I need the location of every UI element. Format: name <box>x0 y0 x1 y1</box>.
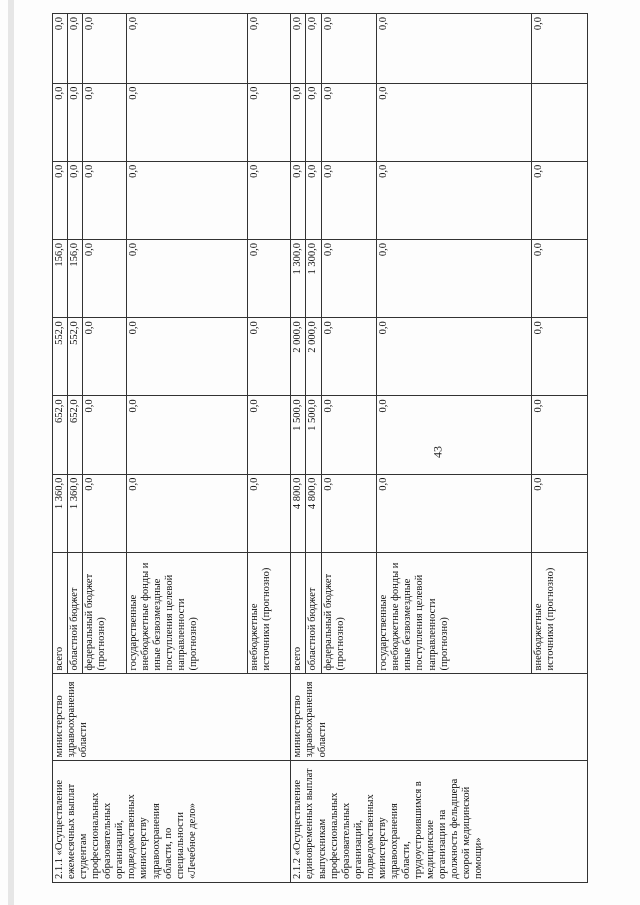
value-cell: 0,0 <box>83 239 127 317</box>
value-cell: 0,0 <box>321 239 377 317</box>
source-cell: всего <box>291 552 306 674</box>
value-cell: 0,0 <box>53 161 68 239</box>
measure-name: 2.1.1 «Осуществление ежемесячных выплат студентам профессиональных образовательных организаций, подведомственных министерству здравоохранения области, по специальности «Лечебное дело» <box>53 761 291 883</box>
rotated-table-wrapper <box>52 13 588 883</box>
source-cell: областной бюджет <box>68 552 83 674</box>
value-cell: 0,0 <box>247 474 291 552</box>
value-cell: 0,0 <box>126 474 247 552</box>
value-cell: 0,0 <box>83 161 127 239</box>
source-cell: областной бюджет <box>306 552 321 674</box>
value-cell: 1 300,0 <box>291 239 306 317</box>
executor-cell: министерство здравоохранения области <box>291 674 588 761</box>
value-cell: 0,0 <box>532 318 588 396</box>
value-cell: 652,0 <box>68 396 83 474</box>
value-cell: 0,0 <box>83 396 127 474</box>
value-cell: 0,0 <box>321 14 377 84</box>
budget-table <box>52 13 588 883</box>
value-cell: 1 300,0 <box>306 239 321 317</box>
value-cell: 0,0 <box>53 83 68 161</box>
executor-cell: министерство здравоохранения области <box>53 674 291 761</box>
value-cell: 0,0 <box>377 474 532 552</box>
source-cell: федеральный бюджет (прогнозно) <box>83 552 127 674</box>
page-number: 43 <box>430 446 445 458</box>
source-cell: всего <box>53 552 68 674</box>
value-cell: 0,0 <box>68 14 83 84</box>
value-cell: 0,0 <box>247 239 291 317</box>
value-cell: 0,0 <box>377 161 532 239</box>
value-cell: 0,0 <box>321 83 377 161</box>
value-cell: 0,0 <box>247 318 291 396</box>
value-cell: 0,0 <box>306 14 321 84</box>
value-cell: 652,0 <box>53 396 68 474</box>
value-cell: 552,0 <box>68 318 83 396</box>
value-cell: 0,0 <box>126 14 247 84</box>
value-cell: 0,0 <box>247 161 291 239</box>
value-cell: 0,0 <box>532 161 588 239</box>
value-cell: 0,0 <box>532 14 588 84</box>
value-cell: 0,0 <box>321 474 377 552</box>
value-cell: 0,0 <box>377 14 532 84</box>
value-cell: 0,0 <box>83 83 127 161</box>
value-cell: 0,0 <box>247 14 291 84</box>
value-cell <box>532 83 588 161</box>
value-cell: 0,0 <box>377 396 532 474</box>
value-cell: 2 000,0 <box>306 318 321 396</box>
source-cell: федеральный бюджет (прогнозно) <box>321 552 377 674</box>
value-cell: 0,0 <box>126 318 247 396</box>
source-cell: внебюджетные источники (прогнозно) <box>247 552 291 674</box>
value-cell: 0,0 <box>126 239 247 317</box>
value-cell: 0,0 <box>247 83 291 161</box>
value-cell: 0,0 <box>83 474 127 552</box>
value-cell: 0,0 <box>291 14 306 84</box>
value-cell: 0,0 <box>83 318 127 396</box>
value-cell: 1 360,0 <box>68 474 83 552</box>
value-cell: 0,0 <box>68 161 83 239</box>
source-cell: государственные внебюджетные фонды и иные безвозмездные поступления целевой направленности (прогнозно) <box>126 552 247 674</box>
value-cell: 0,0 <box>377 83 532 161</box>
table-row <box>53 14 68 883</box>
value-cell: 1 500,0 <box>306 396 321 474</box>
value-cell: 0,0 <box>532 239 588 317</box>
measure-name: 2.1.2 «Осуществление единовременных выплат выпускникам профессиональных образовательных организаций, подведомственных министерству здравоохранения области, трудоустроившимся в медицинские организации на должность фельдшера скорой медицинской помощи» <box>291 761 588 883</box>
value-cell: 0,0 <box>83 14 127 84</box>
table-row <box>291 14 306 883</box>
value-cell: 0,0 <box>321 161 377 239</box>
value-cell: 0,0 <box>532 396 588 474</box>
value-cell: 1 500,0 <box>291 396 306 474</box>
value-cell: 1 360,0 <box>53 474 68 552</box>
value-cell: 0,0 <box>68 83 83 161</box>
value-cell: 4 800,0 <box>306 474 321 552</box>
value-cell: 0,0 <box>306 83 321 161</box>
value-cell: 0,0 <box>126 161 247 239</box>
value-cell: 552,0 <box>53 318 68 396</box>
value-cell: 0,0 <box>291 161 306 239</box>
value-cell: 0,0 <box>532 474 588 552</box>
value-cell: 0,0 <box>126 83 247 161</box>
scan-edge <box>8 0 14 905</box>
value-cell: 0,0 <box>126 396 247 474</box>
value-cell: 0,0 <box>306 161 321 239</box>
value-cell: 0,0 <box>377 239 532 317</box>
value-cell: 0,0 <box>321 396 377 474</box>
value-cell: 0,0 <box>247 396 291 474</box>
value-cell: 0,0 <box>291 83 306 161</box>
value-cell: 156,0 <box>68 239 83 317</box>
value-cell: 0,0 <box>321 318 377 396</box>
value-cell: 156,0 <box>53 239 68 317</box>
value-cell: 4 800,0 <box>291 474 306 552</box>
value-cell: 2 000,0 <box>291 318 306 396</box>
value-cell: 0,0 <box>53 14 68 84</box>
source-cell: государственные внебюджетные фонды и иные безвозмездные поступления целевой направленности (прогнозно) <box>377 552 532 674</box>
value-cell: 0,0 <box>377 318 532 396</box>
source-cell: внебюджетные источники (прогнозно) <box>532 552 588 674</box>
